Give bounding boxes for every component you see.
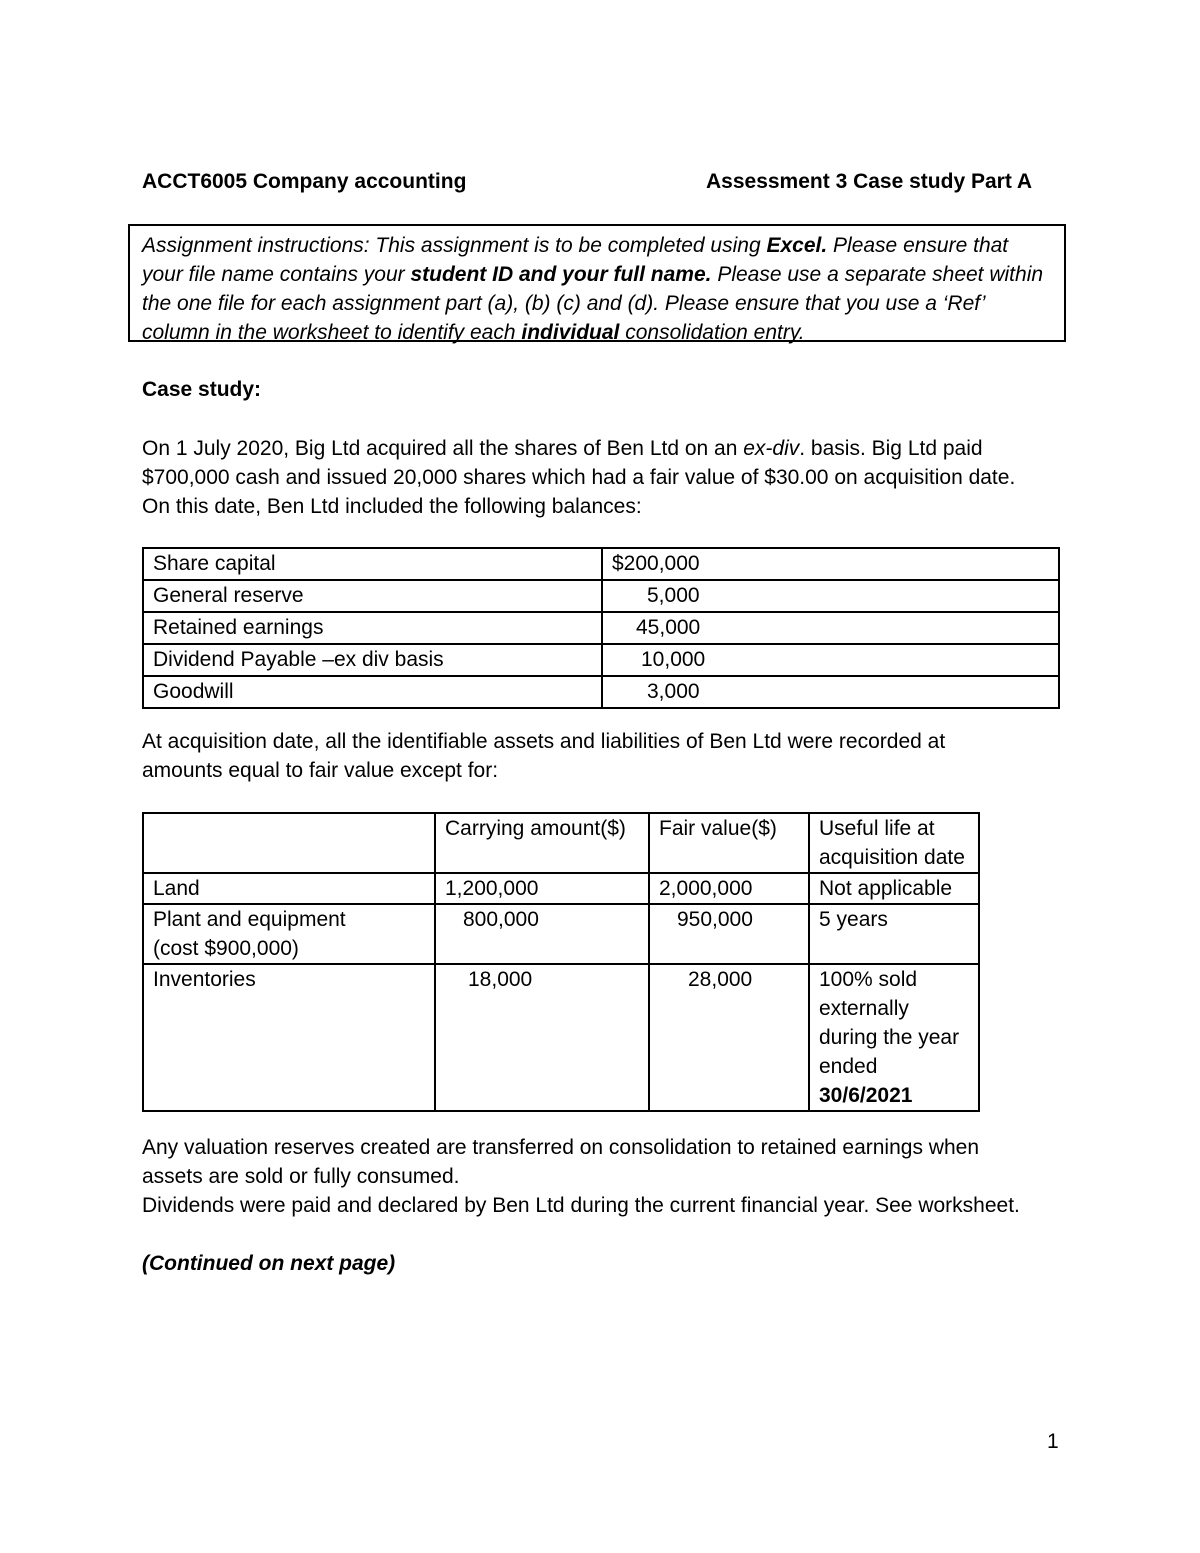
course-title: ACCT6005 Company accounting [142, 170, 467, 193]
instructions-line-3: the one file for each assignment part (a), (b) (c) and (d). Please ensure that you use a ‘Ref’ [142, 292, 986, 315]
balance-label: General reserve [143, 580, 602, 612]
assessment-title: Assessment 3 Case study Part A [706, 170, 1033, 193]
balance-value: 10,000 [602, 644, 1059, 676]
instructions-line-4: column in the worksheet to identify each individual consolidation entry. [142, 321, 805, 344]
item-cell: Land [143, 873, 435, 904]
table-row [143, 612, 1059, 644]
table-row [143, 644, 1059, 676]
balance-value: $200,000 [602, 548, 1059, 580]
header-useful-life: Useful life at acquisition date [809, 813, 979, 873]
fair-cell: 2,000,000 [649, 873, 809, 904]
table-row [143, 548, 1059, 580]
life-cell: Not applicable [809, 873, 979, 904]
balance-value: 45,000 [602, 612, 1059, 644]
table-row [143, 904, 979, 964]
instructions-line-2: your file name contains your student ID and your full name. Please use a separate sheet within [142, 263, 1044, 286]
table-row [143, 873, 979, 904]
continued-note: (Continued on next page) [142, 1252, 396, 1275]
balance-label: Dividend Payable –ex div basis [143, 644, 602, 676]
header-carrying: Carrying amount($) [435, 813, 649, 873]
instructions-box [128, 224, 1066, 342]
carrying-cell: 800,000 [435, 904, 649, 964]
page-number: 1 [1047, 1430, 1059, 1453]
table-row [143, 580, 1059, 612]
life-cell: 5 years [809, 904, 979, 964]
intro-paragraph: On 1 July 2020, Big Ltd acquired all the shares of Ben Ltd on an ex-div. basis. Big Ltd paid $700,000 cash and issued 20,000 shares which had a fair value of $30.00 on acquisition date. On this date, Ben Ltd included the following balances: [142, 437, 1016, 518]
fair-value-intro: At acquisition date, all the identifiable assets and liabilities of Ben Ltd were recorded at amounts equal to fair value except for: [142, 730, 946, 782]
life-cell: 100% sold externally during the year ended 30/6/2021 [809, 964, 979, 1111]
instructions-line-1: Assignment instructions: This assignment is to be completed using Excel. Please ensure that [142, 234, 1009, 257]
carrying-cell: 18,000 [435, 964, 649, 1111]
balance-value: 5,000 [602, 580, 1059, 612]
table-row [143, 676, 1059, 708]
balance-label: Retained earnings [143, 612, 602, 644]
carrying-cell: 1,200,000 [435, 873, 649, 904]
header-fair-value: Fair value($) [649, 813, 809, 873]
balance-label: Share capital [143, 548, 602, 580]
case-study-heading: Case study: [142, 378, 262, 401]
item-cell: Plant and equipment (cost $900,000) [143, 904, 435, 964]
notes-paragraph: Any valuation reserves created are transferred on consolidation to retained earnings when assets are sold or fully consumed. Dividends were paid and declared by Ben Ltd during the current financial year. See worksheet. [142, 1136, 1020, 1217]
table-row [143, 964, 979, 1111]
balance-label: Goodwill [143, 676, 602, 708]
fair-value-table [142, 812, 980, 1112]
balances-table [142, 547, 1060, 709]
item-cell: Inventories [143, 964, 435, 1111]
fair-cell: 950,000 [649, 904, 809, 964]
balance-value: 3,000 [602, 676, 1059, 708]
fair-cell: 28,000 [649, 964, 809, 1111]
table-header-row [143, 813, 979, 873]
header-blank [143, 813, 435, 873]
